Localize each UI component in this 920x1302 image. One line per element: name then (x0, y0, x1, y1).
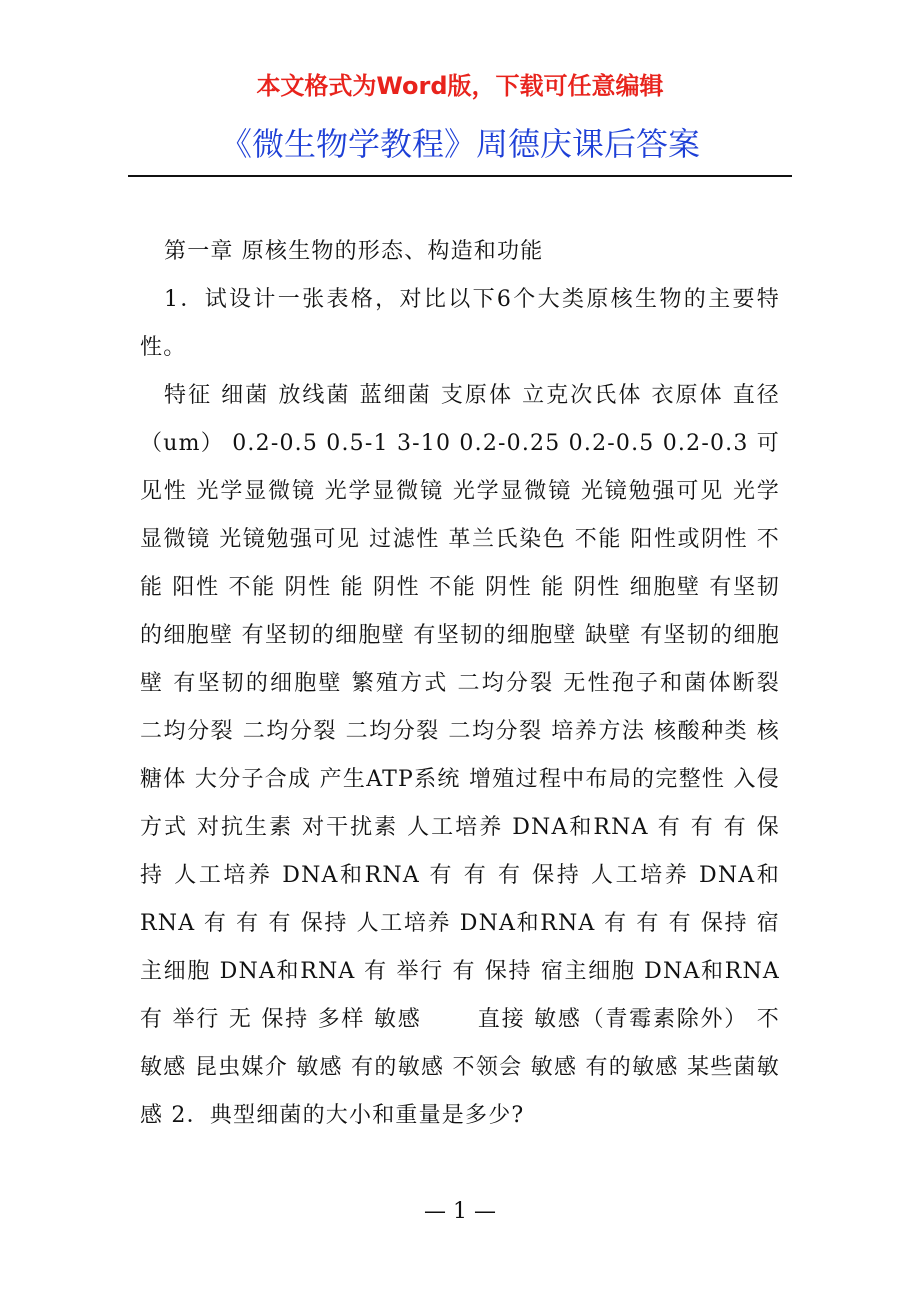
format-notice: 本文格式为Word版，下载可任意编辑 (256, 72, 664, 100)
document-title: 《微生物学教程》周德庆课后答案 (219, 125, 700, 163)
comparison-table-text: 特征 细菌 放线菌 蓝细菌 支原体 立克次氏体 衣原体 直径（um） 0.2-0.5 0.5-1 3-10 0.2-0.25 0.2-0.5 0.2-0.3 可见性 光学显微镜 光学显微镜 光学显微镜 光镜勉强可见 光学显微镜 光镜勉强可见 过滤性 革兰氏染色 不能 阳性或阴性 不能 阳性 不能 阴性 能 阴性 不能 阴性 能 阴性 细胞壁 有坚韧的细胞壁 有坚韧的细胞壁 有坚韧的细胞壁 缺壁 有坚韧的细胞壁 有坚韧的细胞壁 繁殖方式 二均分裂 无性孢子和菌体断裂 二均分裂 二均分裂 二均分裂 二均分裂 培养方法 核酸种类 核糖体 大分子合成 产生ATP系统 增殖过程中布局的完整性 入侵方式 对抗生素 对干扰素 人工培养 DNA和RNA 有 有 有 保持 人工培养 DNA和RNA 有 有 有 保持 人工培养 DNA和RNA 有 有 有 保持 人工培养 DNA和RNA 有 有 有 保持 宿主细胞 DNA和RNA 有 举行 有 保持 宿主细胞 DNA和RNA 有 举行 无 保持 多样 敏感 直接 敏感（青霉素除外） 不敏感 昆虫媒介 敏感 有的敏感 不领会 敏感 有的敏感 某些菌敏感 2．典型细菌的大小和重量是多少? (140, 383, 780, 1128)
document-body (140, 228, 780, 1140)
chapter-heading: 第一章 原核生物的形态、构造和功能 (164, 239, 544, 264)
page-number: — 1 — (424, 1199, 496, 1224)
title-divider (128, 175, 792, 177)
question-1: 1．试设计一张表格，对比以下6个大类原核生物的主要特性。 (140, 287, 780, 360)
